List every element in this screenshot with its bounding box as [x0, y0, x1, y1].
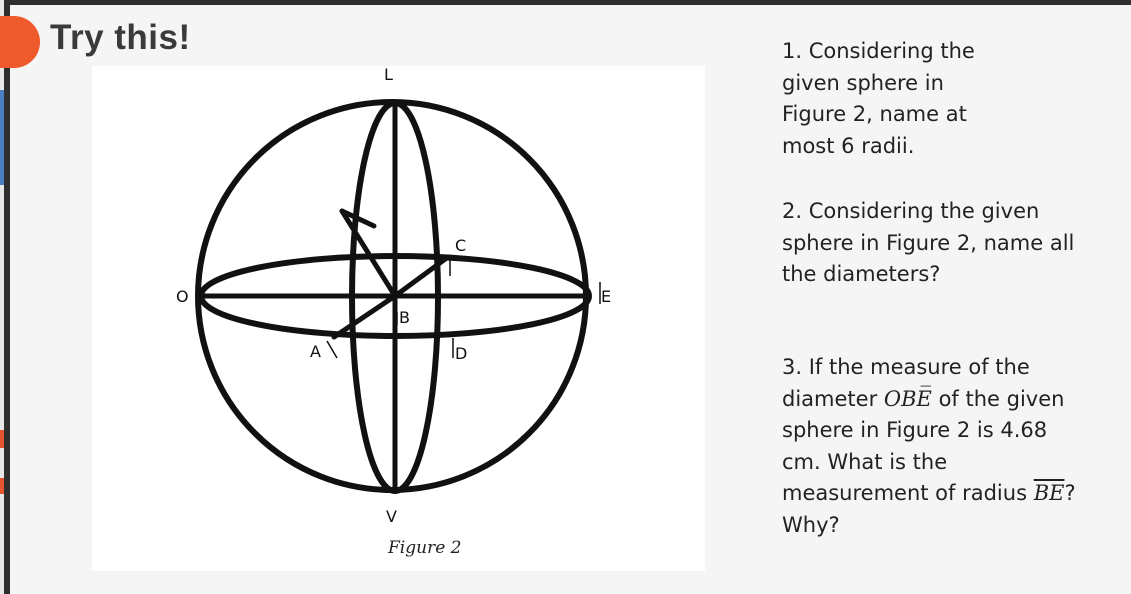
point-label-B: B [399, 308, 410, 327]
segment-BE: $\overline{BE}$ [1033, 481, 1065, 505]
point-label-C: C [455, 236, 467, 255]
question-1: 1. Considering the given sphere in Figure 2, name at most 6 radii. [782, 39, 975, 158]
tick-A [327, 341, 337, 358]
figure-panel [92, 66, 705, 571]
sphere-diagram [92, 66, 705, 571]
question-3-middle: of the given sphere in Figure 2 is 4.68 cm. What is the measurement of radius [782, 386, 1065, 505]
question-3 [782, 352, 1092, 541]
point-label-A: A [310, 342, 321, 361]
point-label-L: L [384, 66, 393, 84]
point-label-D: D [455, 344, 468, 363]
point-label-V: V [386, 507, 397, 526]
figure-caption: Figure 2 [388, 538, 462, 558]
question-3-suffix: ? Why? [782, 481, 1076, 537]
slide-title: Try this! [50, 18, 191, 57]
point-label-E: E [601, 287, 612, 306]
question-2: 2. Considering the given sphere in Figure 2, name all the diameters? [782, 199, 1075, 286]
question-3-prefix: 3. If the measure of the diameter [782, 355, 1030, 411]
point-label-O: O [176, 287, 189, 306]
segment-OBE: OBE [883, 386, 932, 411]
radius-BA [334, 296, 395, 337]
